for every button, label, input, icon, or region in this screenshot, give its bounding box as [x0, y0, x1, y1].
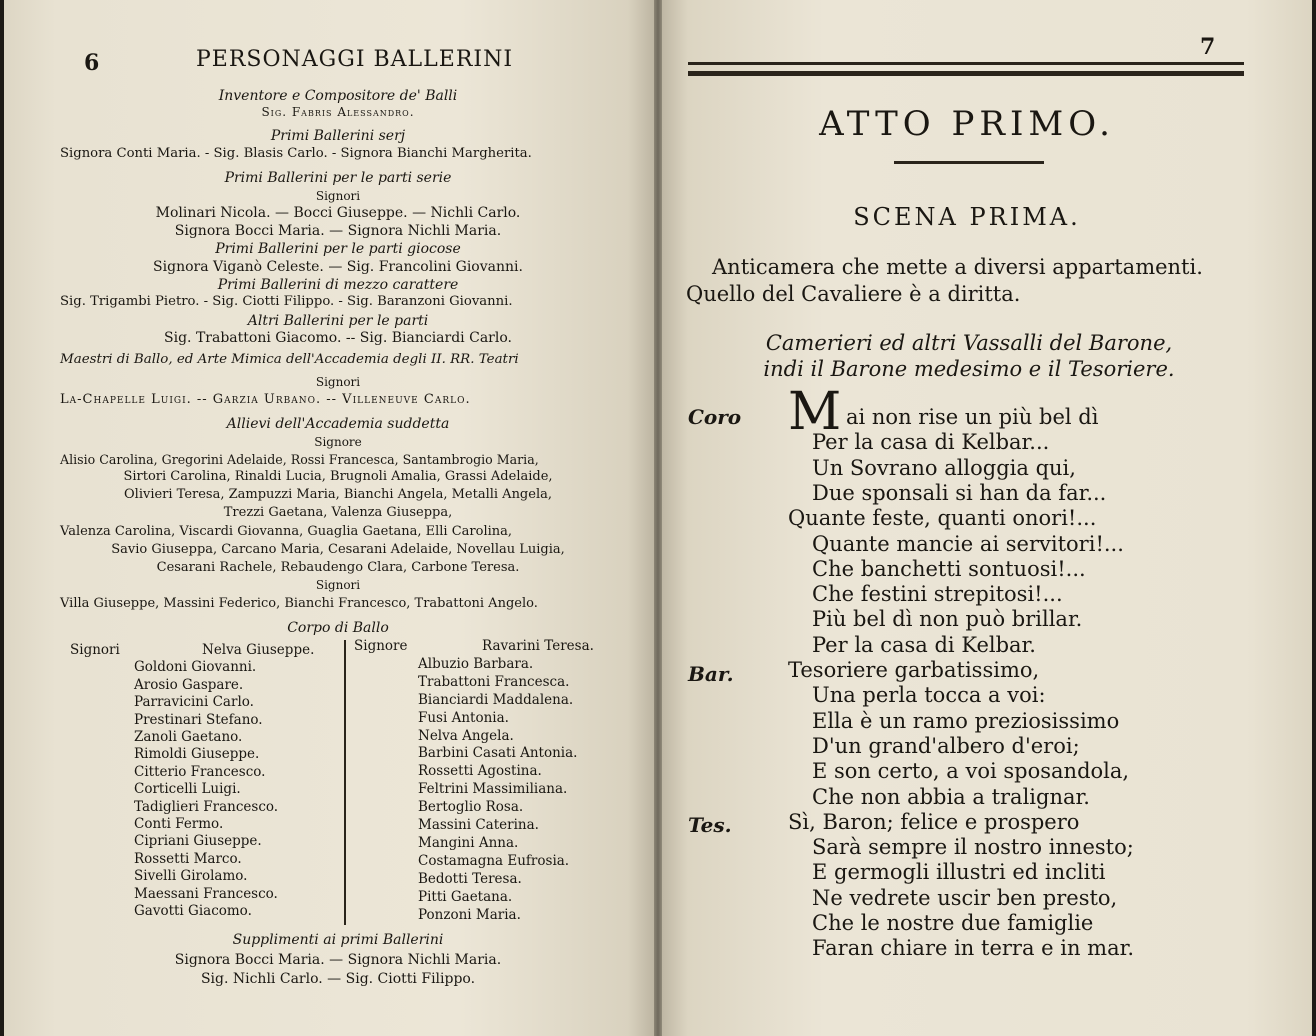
setting-line: Anticamera che mette a diversi appartamenti.: [712, 255, 1203, 279]
speaker-tes: Tes.: [688, 813, 732, 837]
section-line: Signori: [315, 578, 361, 592]
supplimenti-line: Signora Bocci Maria. — Signora Nichli Maria.: [174, 952, 502, 968]
section-line: Signora Bocci Maria. — Signora Nichli Maria.: [174, 223, 502, 239]
section-line: Sig. Trigambi Pietro. - Sig. Ciotti Filippo. - Sig. Baranzoni Giovanni.: [60, 294, 513, 309]
corpo-member: Sivelli Girolamo.: [134, 868, 248, 885]
drop-cap: M: [788, 382, 842, 442]
left-page: [4, 0, 654, 1036]
verse-line: Per la casa di Kelbar...: [812, 430, 1050, 455]
verse-line: Che festini strepitosi!...: [812, 582, 1063, 607]
section-heading: Primi Ballerini per le parti serie: [224, 170, 452, 186]
section-line: Alisio Carolina, Gregorini Adelaide, Rossi Francesca, Santambrogio Maria,: [60, 452, 539, 467]
verse-line: Più bel dì non può brillar.: [812, 607, 1083, 632]
corpo-member: Prestinari Stefano.: [134, 711, 263, 728]
corpo-member: Pitti Gaetana.: [418, 888, 513, 905]
scene-title: SCENA PRIMA.: [853, 203, 1081, 231]
corpo-member: Trabattoni Francesca.: [418, 673, 570, 690]
speaker-bar: Bar.: [688, 662, 734, 686]
verse-line: Quante mancie ai servitori!...: [812, 531, 1124, 556]
left-page-header: PERSONAGGI BALLERINI: [196, 47, 514, 72]
corpo-right-label: Signore: [354, 638, 408, 654]
page-number-left: 6: [84, 50, 100, 76]
corpo-member: Massini Caterina.: [418, 817, 539, 833]
corpo-left-label: Signori: [70, 642, 120, 658]
speaker-coro: Coro: [688, 405, 742, 429]
corpo-member: Arosio Gaspare.: [134, 676, 244, 693]
corpo-member: Ravarini Teresa.: [482, 638, 594, 654]
corpo-member: Fusi Antonia.: [418, 709, 509, 726]
corpo-member: Tadiglieri Francesco.: [134, 798, 279, 815]
verse-line: Che non abbia a tralignar.: [812, 784, 1090, 809]
section-line: Savio Giuseppa, Carcano Maria, Cesarani Adelaide, Novellau Luigia,: [111, 542, 565, 557]
section-line: Sirtori Carolina, Rinaldi Lucia, Brugnoli Amalia, Grassi Adelaide,: [123, 469, 553, 484]
verse-line: Faran chiare in terra e in mar.: [812, 936, 1135, 961]
cast-line: Camerieri ed altri Vassalli del Barone,: [765, 331, 1173, 355]
corpo-member: Barbini Casati Antonia.: [418, 745, 578, 762]
verse-line: ai non rise un più bel dì: [846, 405, 1099, 429]
section-heading: Corpo di Ballo: [287, 620, 389, 636]
section-line: Trezzi Gaetana, Valenza Giuseppa,: [223, 505, 453, 520]
corpo-member: Albuzio Barbara.: [418, 655, 534, 672]
verse-line: Sarà sempre il nostro innesto;: [812, 835, 1134, 860]
verse-line: Ella è un ramo preziosissimo: [812, 708, 1120, 733]
corpo-member: Feltrini Massimiliana.: [418, 781, 568, 798]
column-divider: [344, 640, 346, 925]
section-heading: Primi Ballerini per le parti giocose: [215, 241, 461, 257]
verse-line: E son certo, a voi sposandola,: [812, 759, 1130, 784]
corpo-member: Citterio Francesco.: [134, 763, 266, 780]
corpo-member: Parravicini Carlo.: [134, 694, 254, 711]
cast-line: indi il Barone medesimo e il Tesoriere.: [763, 357, 1175, 381]
corpo-member: Goldoni Giovanni.: [134, 659, 257, 676]
corpo-member: Rossetti Marco.: [134, 850, 242, 867]
corpo-member: Cipriani Giuseppe.: [134, 833, 262, 850]
section-heading: Primi Ballerini di mezzo carattere: [217, 277, 459, 293]
verse-line: E germogli illustri ed incliti: [812, 860, 1106, 885]
section-heading: Primi Ballerini serj: [270, 128, 406, 144]
corpo-member: Mangini Anna.: [418, 834, 519, 851]
right-page: [662, 0, 1312, 1036]
section-heading: Altri Ballerini per le parti: [247, 313, 429, 329]
section-line: Cesarani Rachele, Rebaudengo Clara, Carbone Teresa.: [156, 560, 520, 575]
verse-line: Ne vedrete uscir ben presto,: [812, 885, 1118, 910]
section-line: Sig. Fabris Alessandro.: [261, 105, 415, 119]
corpo-member: Ponzoni Maria.: [418, 906, 521, 923]
verse-line: Tesoriere garbatissimo,: [788, 658, 1040, 682]
supplimenti-heading: Supplimenti ai primi Ballerini: [232, 932, 444, 948]
header-rule-thick: [688, 71, 1244, 76]
corpo-member: Rimoldi Giuseppe.: [134, 746, 260, 763]
corpo-member: Bedotti Teresa.: [418, 870, 522, 887]
section-line: Signori: [315, 375, 361, 389]
corpo-member: Maessani Francesco.: [134, 885, 278, 902]
supplimenti-line: Sig. Nichli Carlo. — Sig. Ciotti Filippo.: [200, 971, 476, 987]
verse-line: Due sponsali si han da far...: [812, 480, 1107, 505]
header-rule-thin: [688, 62, 1244, 65]
verse-line: Che banchetti sontuosi!...: [812, 556, 1086, 581]
corpo-member: Bertoglio Rosa.: [418, 799, 524, 816]
corpo-member: Costamagna Eufrosia.: [418, 852, 570, 869]
verse-line: Un Sovrano alloggia qui,: [812, 455, 1076, 480]
section-line: Molinari Nicola. — Bocci Giuseppe. — Nichli Carlo.: [155, 205, 521, 221]
corpo-member: Nelva Giuseppe.: [202, 642, 315, 658]
page-number-right: 7: [1200, 34, 1216, 60]
verse-line: D'un grand'albero d'eroi;: [812, 733, 1080, 758]
section-line: Valenza Carolina, Viscardi Giovanna, Guaglia Gaetana, Elli Carolina,: [60, 524, 513, 539]
corpo-member: Bianciardi Maddalena.: [418, 691, 574, 708]
section-line: La-Chapelle Luigi. -- Garzia Urbano. -- Villeneuve Carlo.: [60, 392, 471, 407]
section-heading: Inventore e Compositore de' Balli: [218, 88, 458, 104]
corpo-member: Zanoli Gaetano.: [134, 729, 243, 745]
section-line: Olivieri Teresa, Zampuzzi Maria, Bianchi Angela, Metalli Angela,: [124, 487, 552, 502]
section-line: Signore: [314, 435, 362, 449]
corpo-member: Rossetti Agostina.: [418, 763, 542, 780]
section-line: Signori: [315, 189, 361, 203]
act-title: ATTO PRIMO.: [819, 104, 1115, 144]
corpo-member: Corticelli Luigi.: [134, 781, 241, 798]
verse-line: Sì, Baron; felice e prospero: [788, 809, 1080, 834]
corpo-member: Conti Fermo.: [134, 816, 224, 832]
section-line: Signora Conti Maria. - Sig. Blasis Carlo. - Signora Bianchi Margherita.: [60, 146, 532, 161]
corpo-member: Nelva Angela.: [418, 727, 514, 744]
title-rule: [894, 161, 1044, 164]
section-line: Sig. Trabattoni Giacomo. -- Sig. Bianciardi Carlo.: [164, 330, 512, 346]
section-line: Signora Viganò Celeste. — Sig. Francolini Giovanni.: [153, 259, 523, 275]
setting-line: Quello del Cavaliere è a diritta.: [686, 282, 1021, 306]
verse-line: Una perla tocca a voi:: [812, 683, 1046, 708]
section-heading: Maestri di Ballo, ed Arte Mimica dell'Accademia degli II. RR. Teatri: [60, 352, 519, 367]
verse-line: Quante feste, quanti onori!...: [788, 506, 1097, 531]
section-line: Villa Giuseppe, Massini Federico, Bianchi Francesco, Trabattoni Angelo.: [60, 596, 538, 611]
corpo-member: Gavotti Giacomo.: [134, 903, 252, 919]
section-heading: Allievi dell'Accademia suddetta: [226, 416, 450, 432]
verse-line: Per la casa di Kelbar.: [812, 632, 1036, 657]
verse-line: Che le nostre due famiglie: [812, 911, 1094, 935]
